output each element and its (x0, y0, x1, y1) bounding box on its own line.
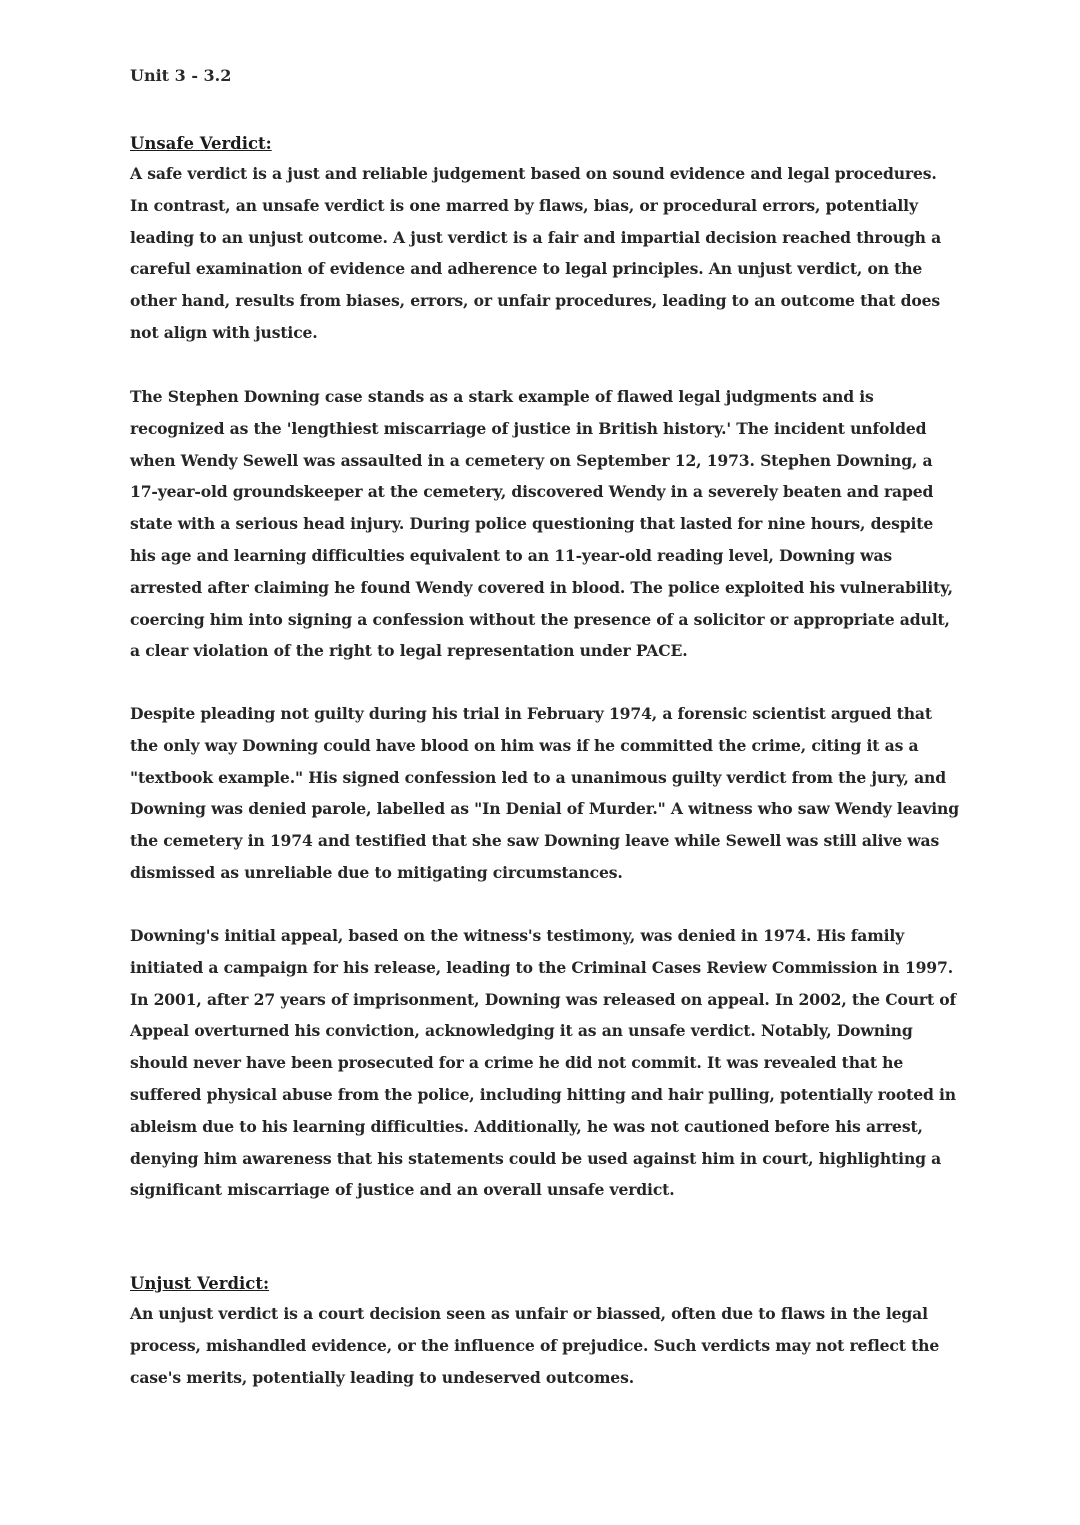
downing-appeal (130, 920, 960, 1206)
paragraph-unjust-verdict-definition: An unjust verdict is a court decision seen as unfair or biassed, often due to flaws in the legal process, mishandled evidence, or the influence of prejudice. Such verdicts may not reflect the case's merits, potentially leading to undeserved outcomes. (130, 1304, 940, 1387)
paragraph-downing-case: The Stephen Downing case stands as a stark example of flawed legal judgments and is recognized as the 'lengthiest miscarriage of justice in British history.' The incident unfolded when Wendy Sewell was assaulted in a cemetery on September 12, 1973. Stephen Downing, a 17-year-old groundskeeper at the cemetery, discovered Wendy in a severely beaten and raped state with a serious head injury. During police questioning that lasted for nine hours, despite his age and learning difficulties equivalent to an 11-year-old reading level, Downing was arrested after claiming he found Wendy covered in blood. The police exploited his vulnerability, coercing him into signing a confession without the presence of a solicitor or appropriate adult, a clear violation of the right to legal representation under PACE. (130, 387, 953, 661)
paragraph-downing-trial: Despite pleading not guilty during his trial in February 1974, a forensic scientist argued that the only way Downing could have blood on him was if he committed the crime, citing it as a "textbook example." His signed confession led to a unanimous guilty verdict from the jury, and Downing was denied parole, labelled as "In Denial of Murder." A witness who saw Wendy leaving the cemetery in 1974 and testified that she saw Downing leave while Sewell was still alive was dismissed as unreliable due to mitigating circumstances. (130, 704, 960, 882)
unit-header: Unit 3 - 3.2 (130, 66, 232, 85)
downing-trial (130, 698, 960, 889)
unsafe-verdict-section (130, 130, 960, 349)
unsafe-verdict-heading: Unsafe Verdict: (130, 134, 272, 153)
unjust-verdict-section (130, 1270, 960, 1393)
unjust-verdict-heading: Unjust Verdict: (130, 1274, 270, 1293)
paragraph-downing-appeal: Downing's initial appeal, based on the witness's testimony, was denied in 1974. His family initiated a campaign for his release, leading to the Criminal Cases Review Commission in 1997. In 2001, after 27 years of imprisonment, Downing was released on appeal. In 2002, the Court of Appeal overturned his conviction, acknowledging it as an unsafe verdict. Notably, Downing should never have been prosecuted for a crime he did not commit. It was revealed that he suffered physical abuse from the police, including hitting and hair pulling, potentially rooted in ableism due to his learning difficulties. Additionally, he was not cautioned before his arrest, denying him awareness that his statements could be used against him in court, highlighting a significant miscarriage of justice and an overall unsafe verdict. (130, 926, 957, 1200)
paragraph-safe-verdict-definition: A safe verdict is a just and reliable judgement based on sound evidence and legal procedures. In contrast, an unsafe verdict is one marred by flaws, bias, or procedural errors, potentially leading to an unjust outcome. A just verdict is a fair and impartial decision reached through a careful examination of evidence and adherence to legal principles. An unjust verdict, on the other hand, results from biases, errors, or unfair procedures, leading to an outcome that does not align with justice. (130, 164, 942, 342)
downing-case-intro (130, 381, 960, 667)
